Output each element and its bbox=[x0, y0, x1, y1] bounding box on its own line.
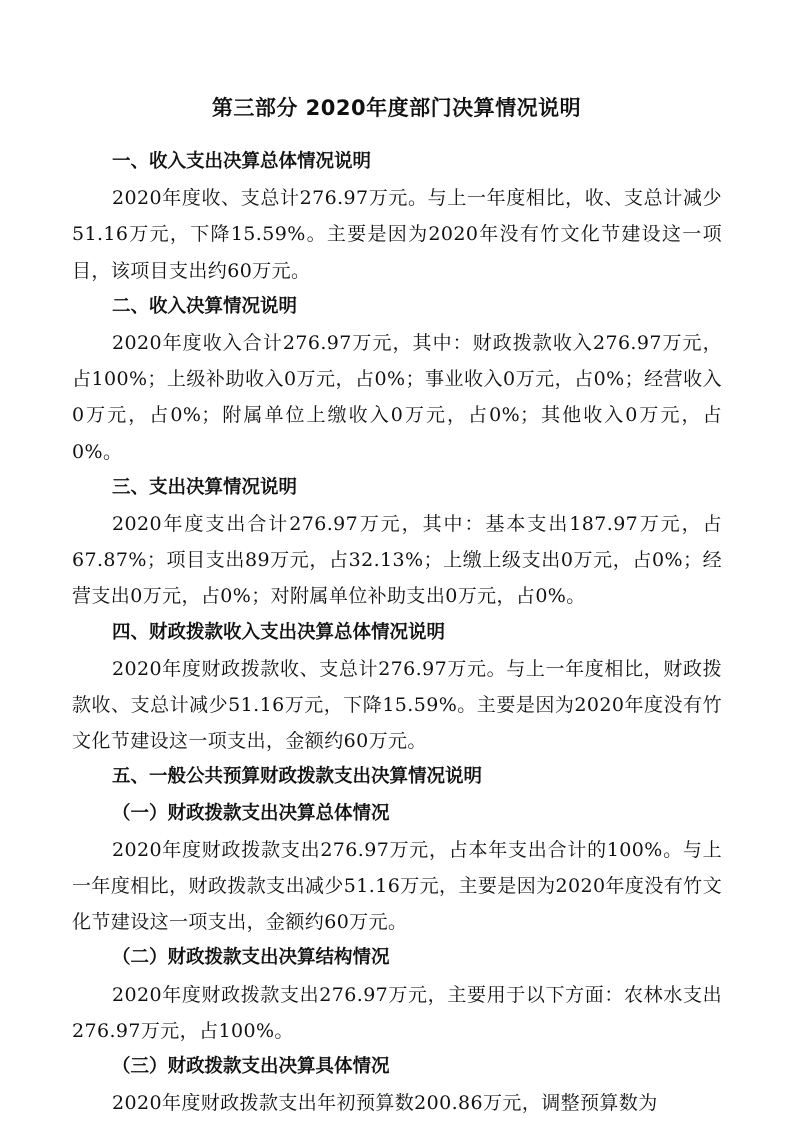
section-4-paragraph: 2020年度财政拨款收、支总计276.97万元。与上一年度相比，财政拨款收、支总计减少51.16万元，下降15.59%。主要是因为2020年度没有竹文化节建设这一项支出，金额约60万元。 bbox=[72, 657, 722, 753]
section-3-paragraph: 2020年度支出合计276.97万元，其中：基本支出187.97万元，占67.87%；项目支出89万元，占32.13%；上缴上级支出0万元，占0%；经营支出0万元，占0%；对附属单位补助支出0万元，占0%。 bbox=[72, 513, 722, 608]
document-body bbox=[72, 144, 722, 1121]
section-4-heading: 四、财政拨款收入支出决算总体情况说明 bbox=[112, 621, 446, 643]
section-5-heading: 五、一般公共预算财政拨款支出决算情况说明 bbox=[112, 766, 483, 788]
section-2-paragraph: 2020年度收入合计276.97万元，其中：财政拨款收入276.97万元，占100%；上级补助收入0万元，占0%；事业收入0万元，占0%；经营收入0万元，占0%；附属单位上缴收入0万元，占0%；其他收入0万元，占0%。 bbox=[72, 332, 722, 463]
section-3-heading: 三、支出决算情况说明 bbox=[112, 476, 298, 498]
subsection-5-2-paragraph: 2020年度财政拨款支出276.97万元，主要用于以下方面：农林水支出276.97万元，占100%。 bbox=[72, 983, 722, 1042]
subsection-5-1-paragraph: 2020年度财政拨款支出276.97万元，占本年支出合计的100%。与上一年度相比，财政拨款支出减少51.16万元，主要是因为2020年度没有竹文化节建设这一项支出，金额约60万元。 bbox=[72, 838, 722, 934]
subsection-5-1-heading: （一）财政拨款支出决算总体情况 bbox=[112, 802, 390, 824]
subsection-5-3-paragraph: 2020年度财政拨款支出年初预算数200.86万元，调整预算数为 bbox=[112, 1092, 658, 1115]
subsection-5-3-heading: （三）财政拨款支出决算具体情况 bbox=[112, 1056, 390, 1078]
section-2-heading: 二、收入决算情况说明 bbox=[112, 295, 298, 317]
subsection-5-2-heading: （二）财政拨款支出决算结构情况 bbox=[112, 947, 390, 969]
page-title: 第三部分 2020年度部门决算情况说明 bbox=[211, 96, 582, 120]
section-1-heading: 一、收入支出决算总体情况说明 bbox=[112, 151, 372, 172]
section-1-paragraph: 2020年度收、支总计276.97万元。与上一年度相比，收、支总计减少51.16万元，下降15.59%。主要是因为2020年没有竹文化节建设这一项目，该项目支出约60万元。 bbox=[72, 187, 722, 282]
